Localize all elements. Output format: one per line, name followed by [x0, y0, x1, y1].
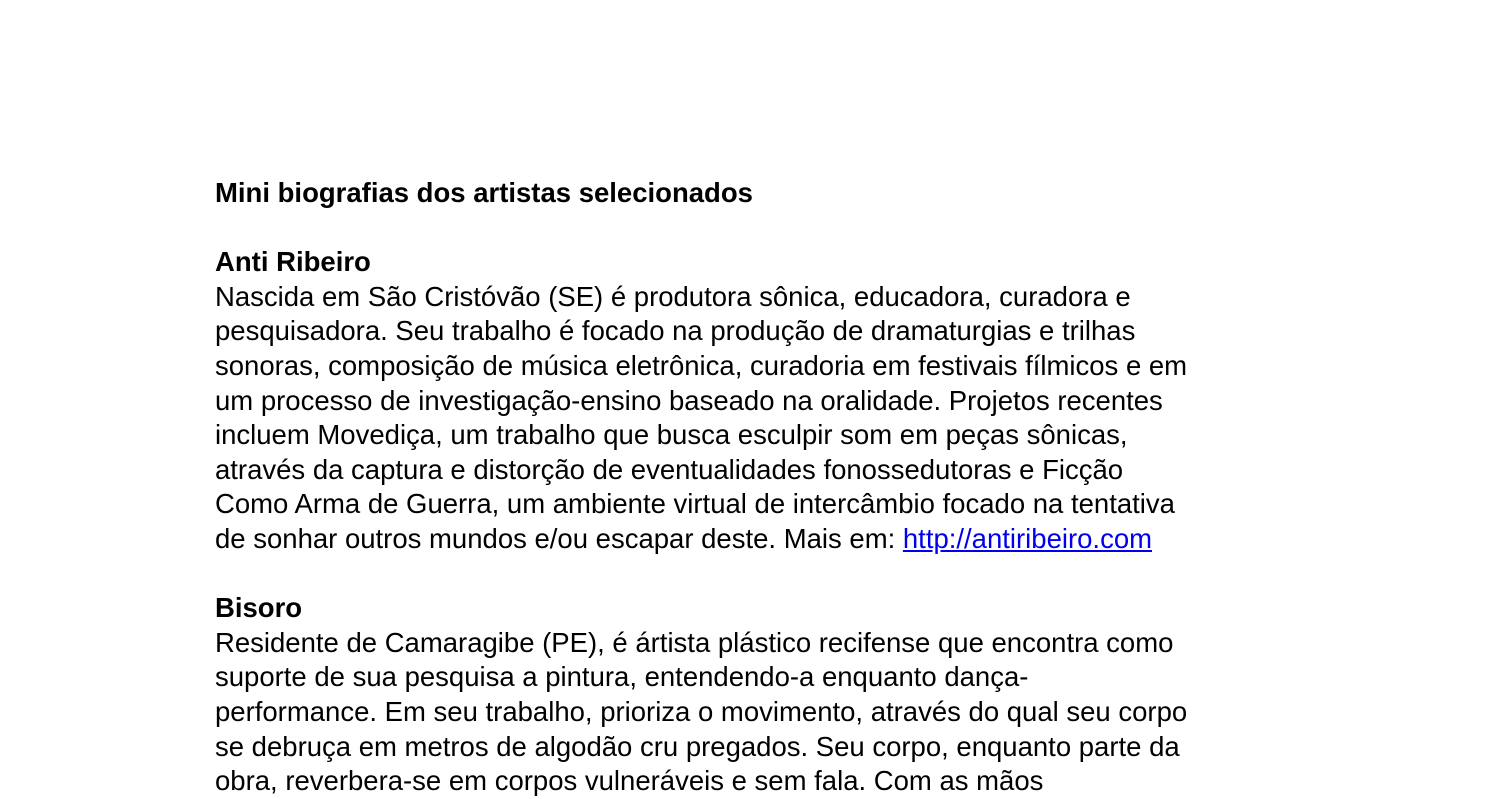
- bio-line: incluem Movediça, um trabalho que busca esculpir som em peças sônicas,: [215, 419, 1128, 451]
- bio-line: suporte de sua pesquisa a pintura, entendendo-a enquanto dança-: [215, 661, 1029, 693]
- artist-section-bisoro: [215, 591, 1290, 799]
- artist-section-anti-ribeiro: [215, 245, 1290, 556]
- artist-name: Anti Ribeiro: [215, 246, 371, 278]
- artist-website-link[interactable]: http://antiribeiro.com: [902, 522, 1153, 554]
- artist-name: Bisoro: [215, 592, 303, 624]
- bio-line: performance. Em seu trabalho, prioriza o movimento, através do qual seu corpo: [215, 695, 1188, 727]
- bio-line: obra, reverbera-se em corpos vulneráveis e sem fala. Com as mãos: [215, 765, 1044, 797]
- document-page: [215, 176, 1290, 799]
- bio-line-text: de sonhar outros mundos e/ou escapar deste. Mais em:: [215, 522, 903, 554]
- artist-bio: [215, 280, 1290, 557]
- document-title: Mini biografias dos artistas selecionados: [215, 177, 753, 208]
- bio-line: Residente de Camaragibe (PE), é ártista plástico recifense que encontra como: [215, 626, 1174, 658]
- bio-line: se debruça em metros de algodão cru pregados. Seu corpo, enquanto parte da: [215, 730, 1180, 762]
- bio-line: Nascida em São Cristóvão (SE) é produtora sônica, educadora, curadora e: [215, 280, 1131, 312]
- bio-line: pesquisadora. Seu trabalho é focado na produção de dramaturgias e trilhas: [215, 315, 1136, 347]
- bio-line: Como Arma de Guerra, um ambiente virtual de intercâmbio focado na tentativa: [215, 488, 1175, 520]
- bio-line: através da captura e distorção de eventualidades fonossedutoras e Ficção: [215, 453, 1124, 485]
- bio-line: um processo de investigação-ensino baseado na oralidade. Projetos recentes: [215, 384, 1163, 416]
- spacer: [215, 557, 1290, 592]
- artist-bio: [215, 626, 1290, 799]
- bio-line: [215, 522, 1290, 557]
- bio-line: sonoras, composição de música eletrônica, curadoria em festivais fílmicos e em: [215, 349, 1188, 381]
- spacer: [215, 211, 1290, 246]
